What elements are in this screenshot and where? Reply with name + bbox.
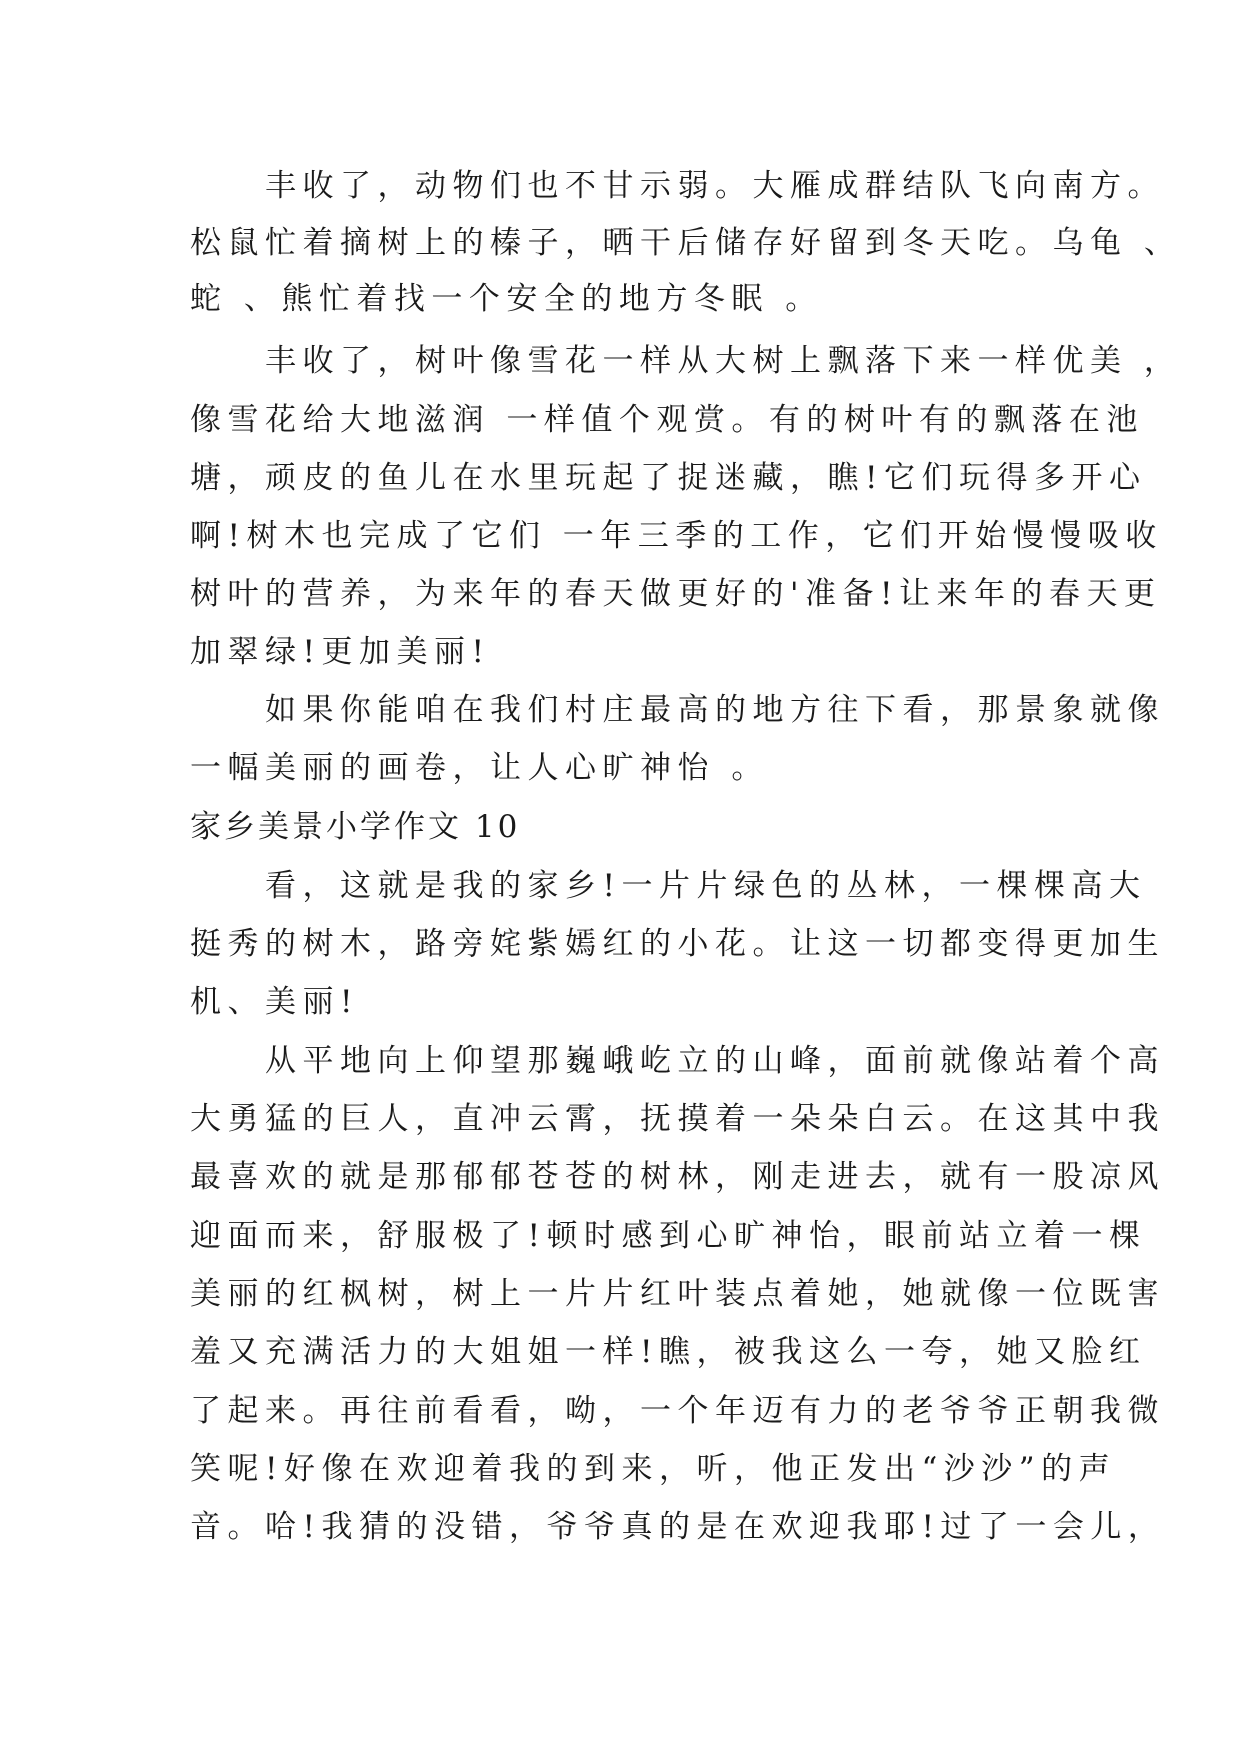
text-line: 啊!树木也完成了它们 一年三季的工作，它们开始慢慢吸收 (190, 518, 1163, 554)
text-line: 挺秀的树木，路旁姹紫嫣红的小花。让这一切都变得更加生 (190, 926, 1165, 962)
text-line: 塘，顽皮的鱼儿在水里玩起了捉迷藏，瞧!它们玩得多开心 (190, 460, 1147, 496)
text-line: 从平地向上仰望那巍峨屹立的山峰，面前就像站着个高 (190, 1043, 1165, 1079)
text-line: 像雪花给大地滋润 一样值个观赏。有的树叶有的飘落在池 (190, 402, 1144, 438)
text-line: 了起来。再往前看看，呦，一个年迈有力的老爷爷正朝我微 (190, 1393, 1165, 1429)
text-line: 笑呢!好像在欢迎着我的到来，听，他正发出“沙沙”的声 (190, 1451, 1117, 1487)
text-line: 音。哈!我猜的没错，爷爷真的是在欢迎我耶!过了一会儿， (190, 1509, 1166, 1545)
text-line: 一幅美丽的画卷，让人心旷神怡 。 (190, 750, 769, 786)
text-line: 丰收了，动物们也不甘示弱。大雁成群结队飞向南方。 (190, 168, 1165, 204)
text-line: 如果你能咱在我们村庄最高的地方往下看，那景象就像 (190, 692, 1165, 728)
text-line: 美丽的红枫树，树上一片片红叶装点着她，她就像一位既害 (190, 1276, 1165, 1312)
text-line: 看，这就是我的家乡!一片片绿色的丛林，一棵棵高大 (190, 868, 1147, 904)
text-line: 树叶的营养，为来年的春天做更好的'准备!让来年的春天更 (190, 576, 1162, 612)
section-title: 家乡美景小学作文 10 (190, 809, 521, 845)
text-line: 加翠绿!更加美丽! (190, 634, 491, 670)
text-line: 蛇 、熊忙着找一个安全的地方冬眠 。 (190, 281, 823, 317)
text-line: 松鼠忙着摘树上的榛子，晒干后储存好留到冬天吃。乌龟 、 (190, 225, 1182, 261)
text-line: 大勇猛的巨人，直冲云霄，抚摸着一朵朵白云。在这其中我 (190, 1101, 1165, 1137)
text-line: 迎面而来，舒服极了!顿时感到心旷神怡，眼前站立着一棵 (190, 1218, 1147, 1254)
text-line: 最喜欢的就是那郁郁苍苍的树林，刚走进去，就有一股凉风 (190, 1159, 1165, 1195)
text-line: 羞又充满活力的大姐姐一样!瞧，被我这么一夸，她又脸红 (190, 1334, 1147, 1370)
text-line: 机、美丽! (190, 984, 359, 1020)
text-line: 丰收了，树叶像雪花一样从大树上飘落下来一样优美 ， (190, 343, 1182, 379)
